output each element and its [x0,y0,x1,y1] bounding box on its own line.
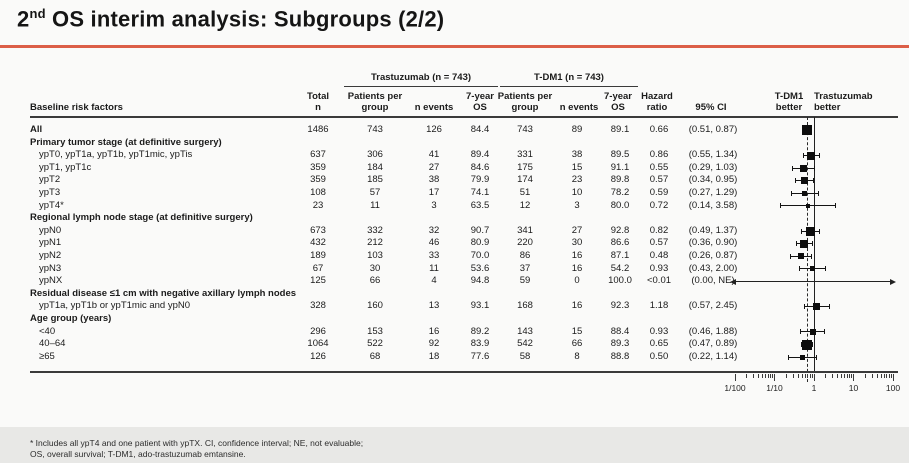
cell-trastuzumab-patients: 306 [367,149,383,161]
hr-marker [807,152,815,160]
ci-cap-high [813,178,814,183]
axis-tick-label: 10 [848,383,859,393]
column-header-d-events: n events [559,102,599,113]
column-header-hazard-ratio [636,91,678,113]
cell-total-n: 1486 [307,124,329,135]
hr-marker [802,340,812,350]
cell-trastuzumab-os: 94.8 [470,275,490,287]
total-line1: Total [307,91,329,102]
cell-tdm1-events: 15 [571,325,583,337]
hr-marker [806,227,815,236]
cell-hazard-ratio: 0.86 [649,149,669,161]
title-accent-rule [0,45,909,48]
axis-minor-tick [805,374,806,378]
cell-trastuzumab-events: 126 [426,124,442,135]
plot-label-trastuzumab-better [814,91,894,113]
axis-minor-tick [762,374,763,378]
ci-cap-low [799,266,800,271]
cell-trastuzumab-events: 46 [428,237,440,249]
table-row [30,162,746,175]
cell-tdm1-patients: 174 [517,174,533,186]
cell-total-n: 637 [310,149,326,161]
cell-hazard-ratio: 0.65 [649,338,669,350]
cell-tdm1-os: 88.8 [610,350,630,362]
axis-tick-label: 1/100 [724,383,746,393]
ci-cap-low [788,355,789,360]
cell-total-n: 108 [310,186,326,198]
row-label: ypT1a, ypT1b or ypT1mic and ypN0 [39,300,191,312]
cell-trastuzumab-patients: 68 [369,350,381,362]
cell-trastuzumab-os: 84.4 [470,124,490,135]
axis-major-tick [893,374,894,381]
d-patients-line2: group [511,102,539,113]
hr-marker [806,204,810,208]
table-row [30,149,746,162]
cell-tdm1-os: 87.1 [610,249,630,261]
cell-tdm1-patients: 58 [519,350,531,362]
ci-cap-low [792,166,793,171]
cell-hazard-ratio: <0.01 [646,275,672,287]
axis-major-tick [814,374,815,381]
axis-minor-tick [889,374,890,378]
cell-total-n: 673 [310,224,326,236]
cell-tdm1-os: 86.6 [610,237,630,249]
hr-marker [800,355,805,360]
t-os-line1: 7-year [466,91,494,102]
forest-plot [724,117,901,409]
cell-trastuzumab-os: 63.5 [470,199,490,211]
cell-ci: (0.26, 0.87) [688,249,738,261]
axis-tick-label: 100 [885,383,901,393]
cell-hazard-ratio: 0.48 [649,249,669,261]
axis-tick-label: 1 [811,383,817,393]
cell-ci: (0.36, 0.90) [688,237,738,249]
cell-trastuzumab-patients: 153 [367,325,383,337]
cell-hazard-ratio: 0.72 [649,199,669,211]
axis-minor-tick [768,374,769,378]
table-row [30,351,746,364]
section-row [30,288,746,301]
ci-cap-low [803,153,804,158]
row-label: <40 [39,325,56,337]
group-header-trastuzumab: Trastuzumab (n = 743) [370,72,472,83]
table-row [30,124,746,137]
hr-marker [813,303,820,310]
axis-minor-tick [746,374,747,378]
cell-ci: (0.00, NE) [691,275,735,287]
column-header-t-events: n events [414,102,454,113]
table-row [30,237,746,250]
axis-major-tick [735,374,736,381]
cell-ci: (0.29, 1.03) [688,161,738,173]
axis-minor-tick [844,374,845,378]
cell-tdm1-patients: 175 [517,161,533,173]
cell-tdm1-patients: 86 [519,249,531,261]
cell-trastuzumab-os: 89.2 [470,325,490,337]
cell-trastuzumab-patients: 184 [367,161,383,173]
t-patients-line2: group [361,102,389,113]
ci-cap-low [780,203,781,208]
cell-hazard-ratio: 0.57 [649,237,669,249]
cell-tdm1-events: 38 [571,149,583,161]
hazard-line1: Hazard [641,91,673,102]
cell-ci: (0.55, 1.34) [688,149,738,161]
cell-trastuzumab-events: 3 [431,199,437,211]
axis-minor-tick [807,374,808,378]
cell-tdm1-os: 89.1 [610,124,630,135]
axis-minor-tick [841,374,842,378]
axis-major-tick [774,374,775,381]
cell-trastuzumab-events: 33 [428,249,440,261]
cell-hazard-ratio: 0.50 [649,350,669,362]
row-label: ypT3 [39,186,61,198]
table-row [30,300,746,313]
title-rest: OS interim analysis: Subgroups (2/2) [45,6,445,32]
cell-trastuzumab-events: 13 [428,300,440,312]
cell-hazard-ratio: 0.57 [649,174,669,186]
cell-tdm1-events: 3 [574,199,580,211]
cell-tdm1-patients: 51 [519,186,531,198]
row-label: ypN3 [39,262,62,274]
axis-minor-tick [865,374,866,378]
ci-cap-high [825,266,826,271]
row-label: ypNX [39,275,63,287]
cell-tdm1-patients: 12 [519,199,531,211]
cell-total-n: 126 [310,350,326,362]
cell-trastuzumab-events: 4 [431,275,437,287]
hr-marker [800,165,807,172]
axis-minor-tick [810,374,811,378]
cell-tdm1-patients: 220 [517,237,533,249]
cell-trastuzumab-patients: 57 [369,186,381,198]
title-prefix: 2 [17,6,30,32]
cell-trastuzumab-patients: 160 [367,300,383,312]
cell-trastuzumab-events: 17 [428,186,440,198]
better-left-line2: better [775,102,803,113]
cell-trastuzumab-os: 89.4 [470,149,490,161]
table-row [30,338,746,351]
section-row [30,212,746,225]
cell-tdm1-patients: 37 [519,262,531,274]
hr-marker [810,329,816,335]
column-header-t-patients [344,91,406,113]
axis-major-tick [853,374,854,381]
hr-marker [800,240,808,248]
cell-trastuzumab-patients: 185 [367,174,383,186]
ci-cap-low [796,241,797,246]
table-row [30,174,746,187]
cell-hazard-ratio: 0.93 [649,262,669,274]
ci-cap-low [800,329,801,334]
table-row [30,225,746,238]
cell-trastuzumab-os: 80.9 [470,237,490,249]
cell-hazard-ratio: 0.66 [649,124,669,135]
ci-cap-high [824,329,825,334]
cell-trastuzumab-os: 70.0 [470,249,490,261]
axis-minor-tick [753,374,754,378]
page-title [17,6,444,32]
t-patients-line1: Patients per [347,91,403,102]
cell-tdm1-os: 54.2 [610,262,630,274]
cell-tdm1-events: 66 [571,338,583,350]
d-patients-line1: Patients per [497,91,553,102]
better-left-line1: T-DM1 [774,91,804,102]
ci-cap-high [819,229,820,234]
cell-tdm1-os: 80.0 [610,199,630,211]
ci-cap-high [835,203,836,208]
axis-minor-tick [802,374,803,378]
cell-tdm1-events: 10 [571,186,583,198]
cell-tdm1-events: 0 [574,275,580,287]
title-superscript: nd [29,6,46,21]
cell-trastuzumab-events: 92 [428,338,440,350]
axis-minor-tick [798,374,799,378]
cell-ci: (0.22, 1.14) [688,350,738,362]
ci-cap-high [814,166,815,171]
row-label: ypT4* [39,199,64,211]
cell-tdm1-events: 89 [571,124,583,135]
cell-tdm1-events: 15 [571,161,583,173]
cell-total-n: 125 [310,275,326,287]
d-os-line2: OS [611,102,625,113]
row-label: ypT2 [39,174,61,186]
cell-hazard-ratio: 0.82 [649,224,669,236]
cell-total-n: 1064 [307,338,329,350]
cell-ci: (0.47, 0.89) [688,338,738,350]
table-row [30,250,746,263]
ci-cap-high [816,355,817,360]
ci-cap-high [812,342,813,347]
cell-tdm1-os: 89.3 [610,338,630,350]
ci-cap-low [790,254,791,259]
cell-ci: (0.57, 2.45) [688,300,738,312]
cell-tdm1-patients: 143 [517,325,533,337]
cell-trastuzumab-patients: 212 [367,237,383,249]
cell-tdm1-os: 100.0 [608,275,632,287]
cell-trastuzumab-events: 38 [428,174,440,186]
section-label: Primary tumor stage (at definitive surgery) [30,136,222,148]
cell-total-n: 189 [310,249,326,261]
cell-trastuzumab-events: 11 [429,262,439,274]
cell-total-n: 359 [310,174,326,186]
cell-tdm1-events: 16 [571,300,583,312]
hazard-line2: ratio [646,102,668,113]
cell-total-n: 432 [310,237,326,249]
section-label: Regional lymph node stage (at definitive surgery) [30,212,253,224]
axis-minor-tick [770,374,771,378]
ci-cap-low [801,229,802,234]
ci-cap-low [791,191,792,196]
cell-trastuzumab-os: 77.6 [470,350,490,362]
cell-total-n: 67 [312,262,324,274]
cell-tdm1-os: 91.1 [610,161,630,173]
cell-tdm1-patients: 331 [517,149,533,161]
cell-tdm1-os: 92.3 [610,300,630,312]
table-row [30,263,746,276]
ci-arrowhead-left [730,279,736,285]
row-label: ypN2 [39,249,62,261]
cell-tdm1-events: 27 [571,224,583,236]
axis-minor-tick [825,374,826,378]
cell-tdm1-events: 30 [571,237,583,249]
column-header-d-patients [496,91,554,113]
cell-trastuzumab-patients: 743 [367,124,383,135]
cell-trastuzumab-patients: 30 [369,262,381,274]
cell-trastuzumab-patients: 66 [369,275,381,287]
cell-tdm1-os: 89.5 [610,149,630,161]
column-header-ci: 95% CI [695,102,727,113]
footnote-line1: * Includes all ypT4 and one patient with ypTX. CI, confidence interval; NE, not evaluable; [30,438,364,448]
axis-minor-tick [881,374,882,378]
ci-cap-high [811,254,812,259]
ci-arrow-line [735,281,891,282]
axis-minor-tick [793,374,794,378]
cell-trastuzumab-os: 93.1 [470,300,490,312]
cell-hazard-ratio: 0.55 [649,161,669,173]
cell-tdm1-os: 89.8 [610,174,630,186]
cell-trastuzumab-os: 83.9 [470,338,490,350]
ci-cap-high [819,153,820,158]
cell-trastuzumab-os: 74.1 [470,186,490,198]
cell-tdm1-patients: 168 [517,300,533,312]
ci-cap-low [795,178,796,183]
cell-trastuzumab-patients: 103 [367,249,383,261]
cell-ci: (0.51, 0.87) [688,124,738,135]
section-label: Residual disease ≤1 cm with negative axillary lymph nodes [30,287,297,299]
cell-trastuzumab-os: 90.7 [470,224,490,236]
axis-minor-tick [849,374,850,378]
cell-hazard-ratio: 0.59 [649,186,669,198]
column-header-d-os [600,91,636,113]
row-label: ypT0, ypT1a, ypT1b, ypT1mic, ypTis [39,149,193,161]
row-label: ypT1, ypT1c [39,161,92,173]
hr-marker [798,253,804,259]
ci-cap-low [804,304,805,309]
hr-marker [801,177,808,184]
table-bottom-rule [30,371,898,373]
column-header-baseline: Baseline risk factors [30,102,123,113]
cell-trastuzumab-patients: 522 [367,338,383,350]
better-right-line1: Trastuzumab [814,91,873,102]
table-body [30,124,746,363]
cell-tdm1-patients: 341 [517,224,533,236]
cell-tdm1-os: 78.2 [610,186,630,198]
row-label: All [30,124,43,135]
row-label: ≥65 [39,350,55,362]
section-row [30,137,746,150]
cell-hazard-ratio: 1.18 [649,300,669,312]
axis-minor-tick [886,374,887,378]
ci-cap-high [829,304,830,309]
section-row [30,313,746,326]
cell-total-n: 296 [310,325,326,337]
table-row [30,275,746,288]
hr-marker [802,191,807,196]
cell-tdm1-events: 8 [574,350,580,362]
cell-trastuzumab-patients: 11 [370,199,380,211]
ci-arrowhead-right [890,279,896,285]
axis-minor-tick [837,374,838,378]
total-line2: n [315,102,321,113]
section-label: Age group (years) [30,312,112,324]
cell-tdm1-os: 88.4 [610,325,630,337]
cell-trastuzumab-events: 41 [428,149,440,161]
cell-tdm1-events: 16 [571,262,583,274]
cell-trastuzumab-os: 84.6 [470,161,490,173]
cell-tdm1-events: 16 [571,249,583,261]
cell-hazard-ratio: 0.93 [649,325,669,337]
footnote-line2: OS, overall survival; T-DM1, ado-trastuzumab emtansine. [30,449,246,459]
ci-cap-high [818,191,819,196]
cell-ci: (0.27, 1.29) [688,186,738,198]
group-header-tdm1: T-DM1 (n = 743) [534,72,604,83]
group-underline-tdm1 [500,86,638,87]
cell-tdm1-patients: 59 [519,275,531,287]
cell-ci: (0.49, 1.37) [688,224,738,236]
hr-marker [802,125,812,135]
cell-trastuzumab-patients: 332 [367,224,383,236]
hr-marker [810,266,815,271]
axis-minor-tick [758,374,759,378]
cell-total-n: 23 [312,199,324,211]
table-row [30,187,746,200]
cell-trastuzumab-os: 79.9 [470,174,490,186]
cell-total-n: 359 [310,161,326,173]
cell-tdm1-events: 23 [571,174,583,186]
cell-ci: (0.14, 3.58) [688,199,738,211]
row-label: 40–64 [39,338,66,350]
axis-minor-tick [765,374,766,378]
axis-tick-label: 1/10 [766,383,783,393]
ci-cap-high [812,241,813,246]
axis-minor-tick [877,374,878,378]
better-right-line2: better [814,102,841,113]
cell-total-n: 328 [310,300,326,312]
axis-minor-tick [872,374,873,378]
cell-tdm1-patients: 542 [517,338,533,350]
plot-label-tdm1-better [756,91,822,113]
cell-ci: (0.46, 1.88) [688,325,738,337]
axis-minor-tick [847,374,848,378]
row-label: ypN0 [39,224,62,236]
column-header-total [292,91,344,113]
cell-trastuzumab-events: 27 [428,161,440,173]
cell-tdm1-os: 92.8 [610,224,630,236]
cell-trastuzumab-events: 32 [428,224,440,236]
table-row [30,326,746,339]
row-label: ypN1 [39,237,62,249]
cell-trastuzumab-events: 18 [428,350,440,362]
axis-minor-tick [832,374,833,378]
d-os-line1: 7-year [604,91,632,102]
cell-ci: (0.43, 2.00) [688,262,738,274]
cell-tdm1-patients: 743 [517,124,533,135]
axis-minor-tick [786,374,787,378]
group-underline-trastuzumab [344,86,498,87]
t-os-line2: OS [473,102,487,113]
cell-trastuzumab-os: 53.6 [470,262,490,274]
table-row [30,200,746,213]
column-header-t-os [462,91,498,113]
cell-trastuzumab-events: 16 [428,325,440,337]
cell-ci: (0.34, 0.95) [688,174,738,186]
axis-minor-tick [884,374,885,378]
